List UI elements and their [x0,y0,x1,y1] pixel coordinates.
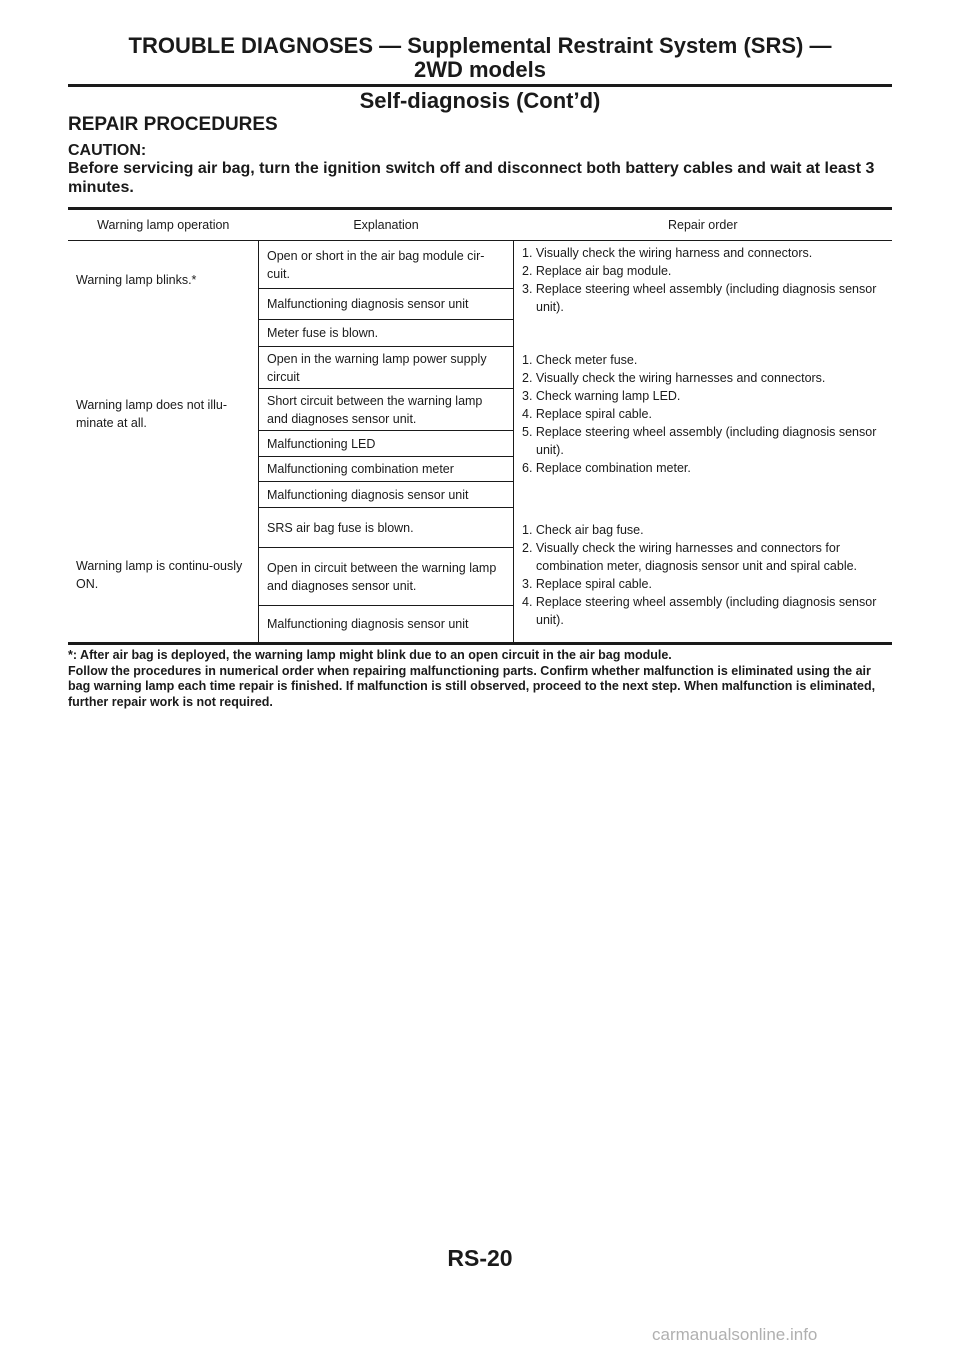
repair-step: 1. Visually check the wiring harness and connectors. [522,246,813,261]
header-divider [68,84,892,87]
explanation-cell: Open in circuit between the warning lamp and diagnoses sensor unit. [259,548,514,606]
explanation-cell: Open or short in the air bag module cir-cuit. [259,241,514,289]
explanation-cell: Malfunctioning diagnosis sensor unit [259,289,514,320]
repair-step: 1. Check meter fuse. [522,352,638,367]
explanation-cell: Malfunctioning diagnosis sensor unit [259,606,514,644]
repair-procedures-table [68,207,892,645]
repair-cell [514,320,893,508]
explanation-cell: Malfunctioning combination meter [259,457,514,482]
header-subtitle: Self-diagnosis (Cont’d) [359,88,601,113]
repair-cell [514,241,893,320]
repair-cell [514,508,893,644]
footnote: Follow the procedures in numerical order when repairing malfunctioning parts. Confirm whether malfunction is eliminated using the air bag warning lamp each time repair is finished. If malfunction is still observed, proceed to the next step. When malfunction is eliminated, further repair work is not required. [68,663,876,709]
table-header-row [68,209,892,241]
repair-step: 4. Replace steering wheel assembly (including diagnosis sensor unit). [522,594,877,627]
explanation-cell: Malfunctioning diagnosis sensor unit [259,482,514,508]
repair-step: 5. Replace steering wheel assembly (including diagnosis sensor unit). [522,424,877,457]
column-header: Explanation [259,209,514,241]
footnotes [68,648,894,710]
operation-cell: Warning lamp blinks.* [76,273,197,288]
table-row [68,320,892,347]
explanation-cell: Open in the warning lamp power supply circuit [259,347,514,389]
repair-step: 3. Check warning lamp LED. [522,388,681,403]
caution-label: CAUTION: [68,142,147,159]
repair-step: 2. Visually check the wiring harnesses and connectors. [522,370,826,385]
repair-step: 4. Replace spiral cable. [522,406,652,421]
repair-steps [522,521,884,629]
explanation-cell: Meter fuse is blown. [259,320,514,347]
repair-step: 3. Replace steering wheel assembly (including diagnosis sensor unit). [522,282,877,315]
section-title: REPAIR PROCEDURES [68,114,278,135]
table-row [68,241,892,289]
caution-text: Before servicing air bag, turn the ignition switch off and disconnect both battery cables and wait at least 3 minutes. [68,160,875,196]
watermark: carmanualsonline.info [652,1325,818,1344]
explanation-cell: Malfunctioning LED [259,431,514,457]
column-header: Repair order [514,209,893,241]
header-title-line2: 2WD models [413,57,547,82]
repair-step: 2. Visually check the wiring harnesses and connectors for combination meter, diagnosis sensor unit and spiral cable. [522,540,858,573]
operation-cell: Warning lamp does not illu-minate at all. [76,397,227,430]
repair-step: 6. Replace combination meter. [522,460,691,475]
repair-steps [522,351,884,477]
repair-step: 1. Check air bag fuse. [522,522,644,537]
repair-step: 2. Replace air bag module. [522,264,672,279]
page-number: RS-20 [447,1245,513,1271]
explanation-cell: SRS air bag fuse is blown. [259,508,514,548]
explanation-cell: Short circuit between the warning lamp and diagnoses sensor unit. [259,389,514,431]
repair-steps [522,244,884,316]
repair-step: 3. Replace spiral cable. [522,576,652,591]
operation-cell: Warning lamp is continu-ously ON. [68,508,259,644]
table-row [68,508,892,548]
header-title-line1: TROUBLE DIAGNOSES — Supplemental Restraint System (SRS) — [128,33,832,58]
footnote: *: After air bag is deployed, the warning lamp might blink due to an open circuit in the air bag module. [68,648,672,662]
column-header: Warning lamp operation [68,209,259,241]
